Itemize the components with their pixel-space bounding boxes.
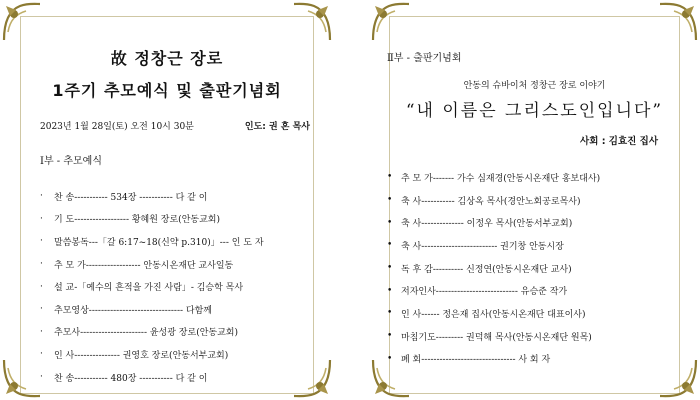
part-1-program-list	[40, 185, 310, 388]
program-item-detail: ------------------ 황혜원 장로(안동교회)	[74, 215, 220, 226]
program-item: • 마침기도 --------- 권덕해 목사(안동시온재단 원목)	[387, 325, 668, 348]
program-item: • 독 후 감 ---------- 신정연(안동시온재단 교사)	[387, 257, 668, 280]
program-item-detail: --------------------------- 유승준 작가	[435, 287, 568, 298]
program-item-detail: ------------------------- 권기창 안동시장	[421, 241, 564, 252]
program-item-label: 추 모 가	[54, 260, 86, 271]
corner-ornament-icon	[2, 358, 42, 398]
program-item-detail: -------------- 이정우 목사(안동서부교회)	[421, 219, 573, 230]
program-item: · 찬 송 ----------- 534장 ----------- 다 같 이	[40, 185, 310, 208]
program-item-label: 폐 회	[401, 355, 422, 366]
program-item-detail: --------- 권덕해 목사(안동시온재단 원목)	[435, 332, 592, 343]
event-date-time: 2023년 1월 28일(토) 오전 10시 30분	[40, 122, 194, 132]
program-item-label: 추 모 가	[401, 173, 433, 184]
program-item-label: 인 사	[54, 350, 75, 361]
program-item-label: 축 사	[401, 219, 422, 230]
book-title-quote: “내 이름은 그리스도인입니다”	[405, 101, 664, 121]
left-program-page	[2, 2, 332, 398]
program-item-label: 축 사	[401, 196, 422, 207]
program-item: • 축 사 -------------- 이정우 목사(안동서부교회)	[387, 211, 668, 234]
corner-ornament-icon	[658, 2, 698, 42]
part-2-program-list	[387, 166, 668, 370]
program-item-detail: ------ 정은재 집사(안동시온재단 대표이사)	[421, 309, 586, 320]
corner-ornament-icon	[371, 2, 411, 42]
program-item-label: 설 교	[54, 283, 75, 294]
program-item: · 인 사 --------------- 권영호 장로(안동서부교회)	[40, 343, 310, 366]
program-item-detail: ------- 가수 심재경(안동시온재단 홍보대사)	[432, 173, 601, 184]
program-item-label: 찬 송	[54, 192, 75, 203]
program-item-label: 말씀봉독	[54, 237, 89, 248]
program-item: • 폐 회 ------------------------------- 사 회 자	[387, 348, 668, 371]
program-item: • 축 사 ----------- 김상옥 목사(경안노회공로목사)	[387, 189, 668, 212]
program-item: · 말씀봉독 ---「갈 6:17~18(신약 p.310)」--- 인 도 자	[40, 230, 310, 253]
program-item-detail: ---------------------- 윤성광 장로(안동교회)	[80, 328, 238, 339]
program-item-label: 기 도	[54, 215, 75, 226]
corner-ornament-icon	[292, 2, 332, 42]
program-item-label: 찬 송	[54, 373, 75, 384]
officiant-name: 인도: 권 혼 목사	[244, 122, 310, 132]
program-item-detail: ----------- 534장 ----------- 다 같 이	[74, 192, 208, 203]
program-item-label: 저자인사	[401, 287, 436, 298]
event-title: 1주기 추모예식 및 출판기념회	[52, 81, 282, 100]
program-item: · 설 교 -「예수의 흔적을 가진 사람」- 김승학 목사	[40, 275, 310, 298]
program-item: • 저자인사 --------------------------- 유승준 작가	[387, 279, 668, 302]
corner-ornament-icon	[2, 2, 42, 42]
program-item: • 인 사 ------ 정은재 집사(안동시온재단 대표이사)	[387, 302, 668, 325]
program-item: · 추 모 가 ------------------ 안동시온재단 교사일동	[40, 253, 310, 276]
program-item: · 찬 송 ----------- 480장 ----------- 다 같 이	[40, 366, 310, 389]
program-item: · 추모사 ---------------------- 윤성광 장로(안동교회)	[40, 321, 310, 344]
program-item-detail: -「예수의 흔적을 가진 사람」- 김승학 목사	[74, 283, 244, 294]
program-item-label: 추모영상	[54, 305, 89, 316]
program-item-label: 독 후 감	[401, 264, 433, 275]
memorial-title: 故 정창근 장로	[110, 49, 224, 68]
program-item-detail: ----------- 김상옥 목사(경안노회공로목사)	[421, 196, 581, 207]
right-program-page	[371, 2, 698, 398]
program-item-detail: ----------- 480장 ----------- 다 같 이	[74, 373, 208, 384]
program-item-label: 인 사	[401, 309, 422, 320]
program-item-label: 추모사	[54, 328, 81, 339]
program-item: • 축 사 ------------------------- 권기창 안동시장	[387, 234, 668, 257]
program-item-detail: --------------- 권영호 장로(안동서부교회)	[74, 350, 229, 361]
program-item-detail: ------------------------------- 사 회 자	[421, 355, 551, 366]
program-item-detail: ------------------------------- 다함께	[88, 305, 212, 316]
program-item: · 추모영상 ------------------------------- 다함께	[40, 298, 310, 321]
program-item-detail: ------------------ 안동시온재단 교사일동	[85, 260, 234, 271]
program-item-label: 축 사	[401, 241, 422, 252]
part-1-heading: Ⅰ부 - 추모예식	[40, 156, 102, 167]
program-item-label: 마침기도	[401, 332, 436, 343]
program-item: · 기 도 ------------------ 황혜원 장로(안동교회)	[40, 208, 310, 231]
book-subtitle: 안동의 슈바이처 정창근 장로 이야기	[463, 81, 606, 91]
program-item-detail: ---「갈 6:17~18(신약 p.310)」--- 인 도 자	[88, 237, 264, 248]
part-2-heading: Ⅱ부 - 출판기념회	[387, 53, 462, 64]
program-item: • 추 모 가 ------- 가수 심재경(안동시온재단 홍보대사)	[387, 166, 668, 189]
host-name: 사회 : 김효진 집사	[580, 136, 658, 147]
program-item-detail: ---------- 신정연(안동시온재단 교사)	[432, 264, 572, 275]
